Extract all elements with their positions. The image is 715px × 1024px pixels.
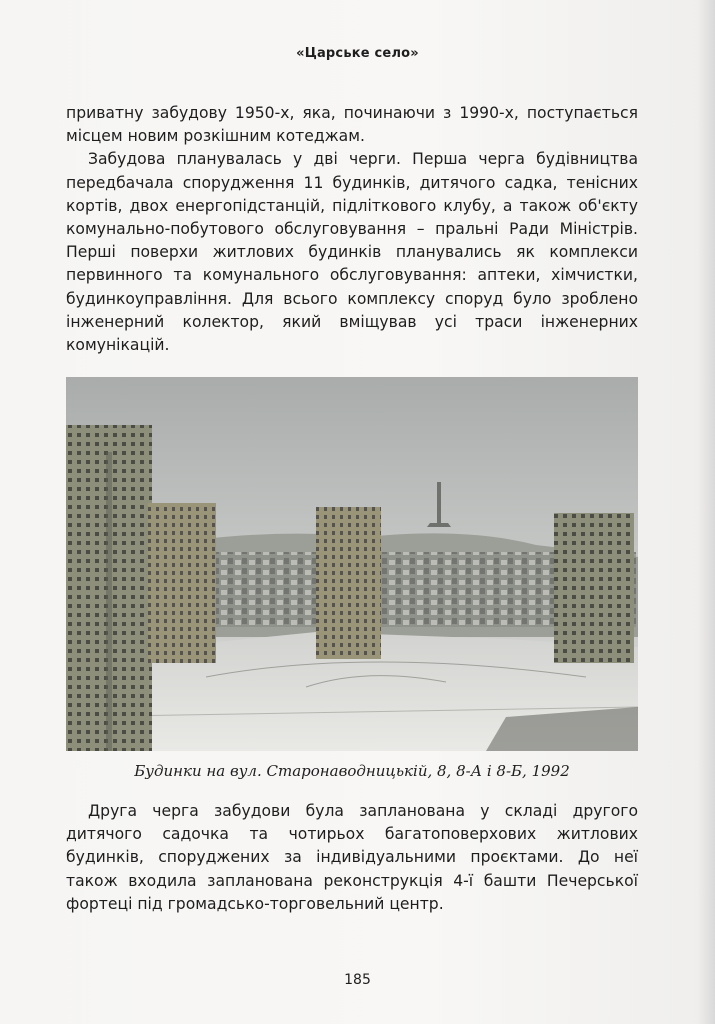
text-block-bottom <box>66 800 638 916</box>
paragraph-continued: приватну забудову 1950-х, яка, починаючи з 1990-х, поступається місцем новим розкішним котеджам. <box>66 104 638 146</box>
text-block-top <box>66 102 638 357</box>
running-header: «Царське село» <box>296 46 419 61</box>
photo-buildings-1992 <box>66 377 638 751</box>
paragraph-construction-stages: Забудова планувалась у дві черги. Перша черга будівництва передбачала спорудження 11 будинків, дитячого садка, тенісних кортів, двох енергопідстанцій, підліткового клубу, а також об'єкту комунально-побутового обслуговування – пральні Ради Міністрів. Перші поверхи житлових будинків планувались як комплекси первинного та комунального обслуговування: аптеки, хімчистки, будинкоуправління. Для всього комплексу споруд було зроблено інженерний колектор, який вміщував усі траси інженерних комунікацій. <box>66 150 638 355</box>
photo-caption: Будинки на вул. Старонаводницькій, 8, 8-А і 8-Б, 1992 <box>134 762 570 780</box>
page-edge-shadow <box>697 0 715 1024</box>
paragraph-second-stage: Друга черга забудови була запланована у складі другого дитячого садочка та чотирьох багатоповерхових житлових будинків, споруджених за індивідуальними проєктами. До неї також входила запланована реконструкція 4-ї башти Печерської фортеці під громадсько-торговельний центр. <box>66 802 638 913</box>
page-number: 185 <box>344 972 371 988</box>
